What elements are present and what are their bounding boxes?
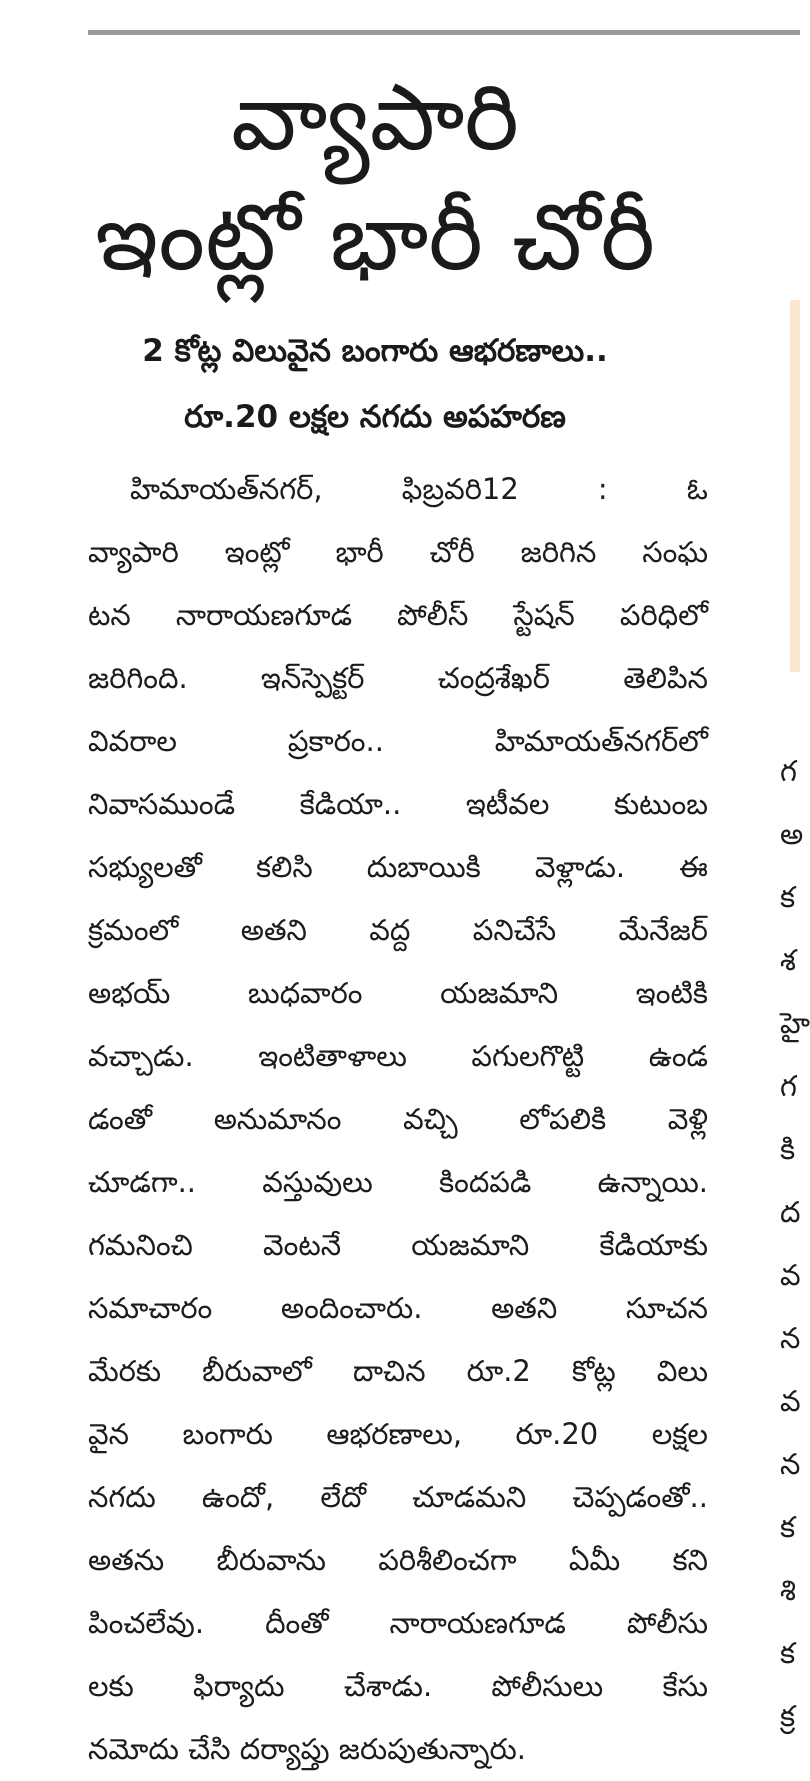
article-line: నివాసముండే కేడియా.. ఇటీవల కుటుంబ: [88, 787, 708, 821]
subheadline-line-2: రూ.20 లక్షల నగదు అపహరణ: [184, 399, 566, 435]
column-fragment: వ: [780, 1384, 801, 1418]
column-fragment: క్ర: [780, 1699, 796, 1733]
article-line: అభయ్ బుధవారం యజమాని ఇంటికి: [88, 976, 708, 1010]
article-line: గమనించి వెంటనే యజమాని కేడియాకు: [88, 1228, 708, 1262]
column-fragment: క: [780, 1510, 796, 1544]
article-line: అతను బీరువాను పరిశీలించగా ఏమీ కని: [88, 1543, 708, 1577]
article-line: వివరాల ప్రకారం.. హిమాయత్‌నగర్‌లో: [88, 724, 708, 758]
article-line: హిమాయత్‌నగర్, ఫిబ్రవరి12 : ఓ: [130, 472, 708, 506]
adjacent-ad-panel: [790, 300, 800, 672]
column-fragment: ద: [780, 1195, 801, 1229]
article-line: సమాచారం అందించారు. అతని సూచన: [88, 1291, 708, 1325]
column-fragment: న: [780, 1447, 801, 1481]
headline-line-1: వ్యాపారి: [231, 64, 519, 171]
headline-line-2: ఇంట్లో భారీ చోరీ: [94, 184, 656, 291]
column-fragment: హై: [780, 1006, 810, 1040]
top-rule: [88, 30, 800, 35]
adjacent-column-fragments: [780, 740, 810, 1748]
column-fragment: శ: [780, 943, 796, 977]
article-line: నగదు ఉందో, లేదో చూడమని చెప్పడంతో..: [88, 1480, 708, 1514]
column-fragment: గ: [780, 1069, 797, 1103]
article-line: లకు ఫిర్యాదు చేశాడు. పోలీసులు కేసు: [88, 1669, 708, 1703]
article-line: జరిగింది. ఇన్‌స్పెక్టర్ చంద్రశేఖర్ తెలిపిన: [88, 661, 708, 695]
article-line: మేరకు బీరువాలో దాచిన రూ.2 కోట్ల విలు: [88, 1354, 708, 1388]
article-line: క్రమంలో అతని వద్ద పనిచేసే మేనేజర్: [88, 913, 708, 947]
article-line: పించలేవు. దీంతో నారాయణగూడ పోలీసు: [88, 1606, 708, 1640]
column-fragment: క: [780, 1636, 796, 1670]
column-fragment: కి: [780, 1132, 796, 1166]
article-body: [88, 458, 708, 1781]
article-line: నమోదు చేసి దర్యాప్తు జరుపుతున్నారు.: [88, 1732, 526, 1766]
article-line: చూడగా.. వస్తువులు కిందపడి ఉన్నాయి.: [88, 1165, 708, 1199]
column-fragment: క: [780, 880, 796, 914]
article-line: డంతో అనుమానం వచ్చి లోపలికి వెళ్లి: [88, 1102, 708, 1136]
column-fragment: అ: [780, 817, 804, 851]
column-fragment: న: [780, 1321, 801, 1355]
column-fragment: వ: [780, 1258, 801, 1292]
column-fragment: శి: [780, 1573, 796, 1607]
article-line: వైన బంగారు ఆభరణాలు, రూ.20 లక్షల: [88, 1417, 708, 1451]
article-line: వచ్చాడు. ఇంటితాళాలు పగులగొట్టి ఉండ: [88, 1039, 708, 1073]
article-line: వ్యాపారి ఇంట్లో భారీ చోరీ జరిగిన సంఘ: [88, 535, 708, 569]
article-line: సభ్యులతో కలిసి దుబాయికి వెళ్లాడు. ఈ: [88, 850, 708, 884]
subheadline-line-1: 2 కోట్ల విలువైన బంగారు ఆభరణాలు..: [142, 333, 608, 369]
column-fragment: గ: [780, 754, 797, 788]
article-line: టన నారాయణగూడ పోలీస్ స్టేషన్ పరిధిలో: [88, 598, 708, 632]
